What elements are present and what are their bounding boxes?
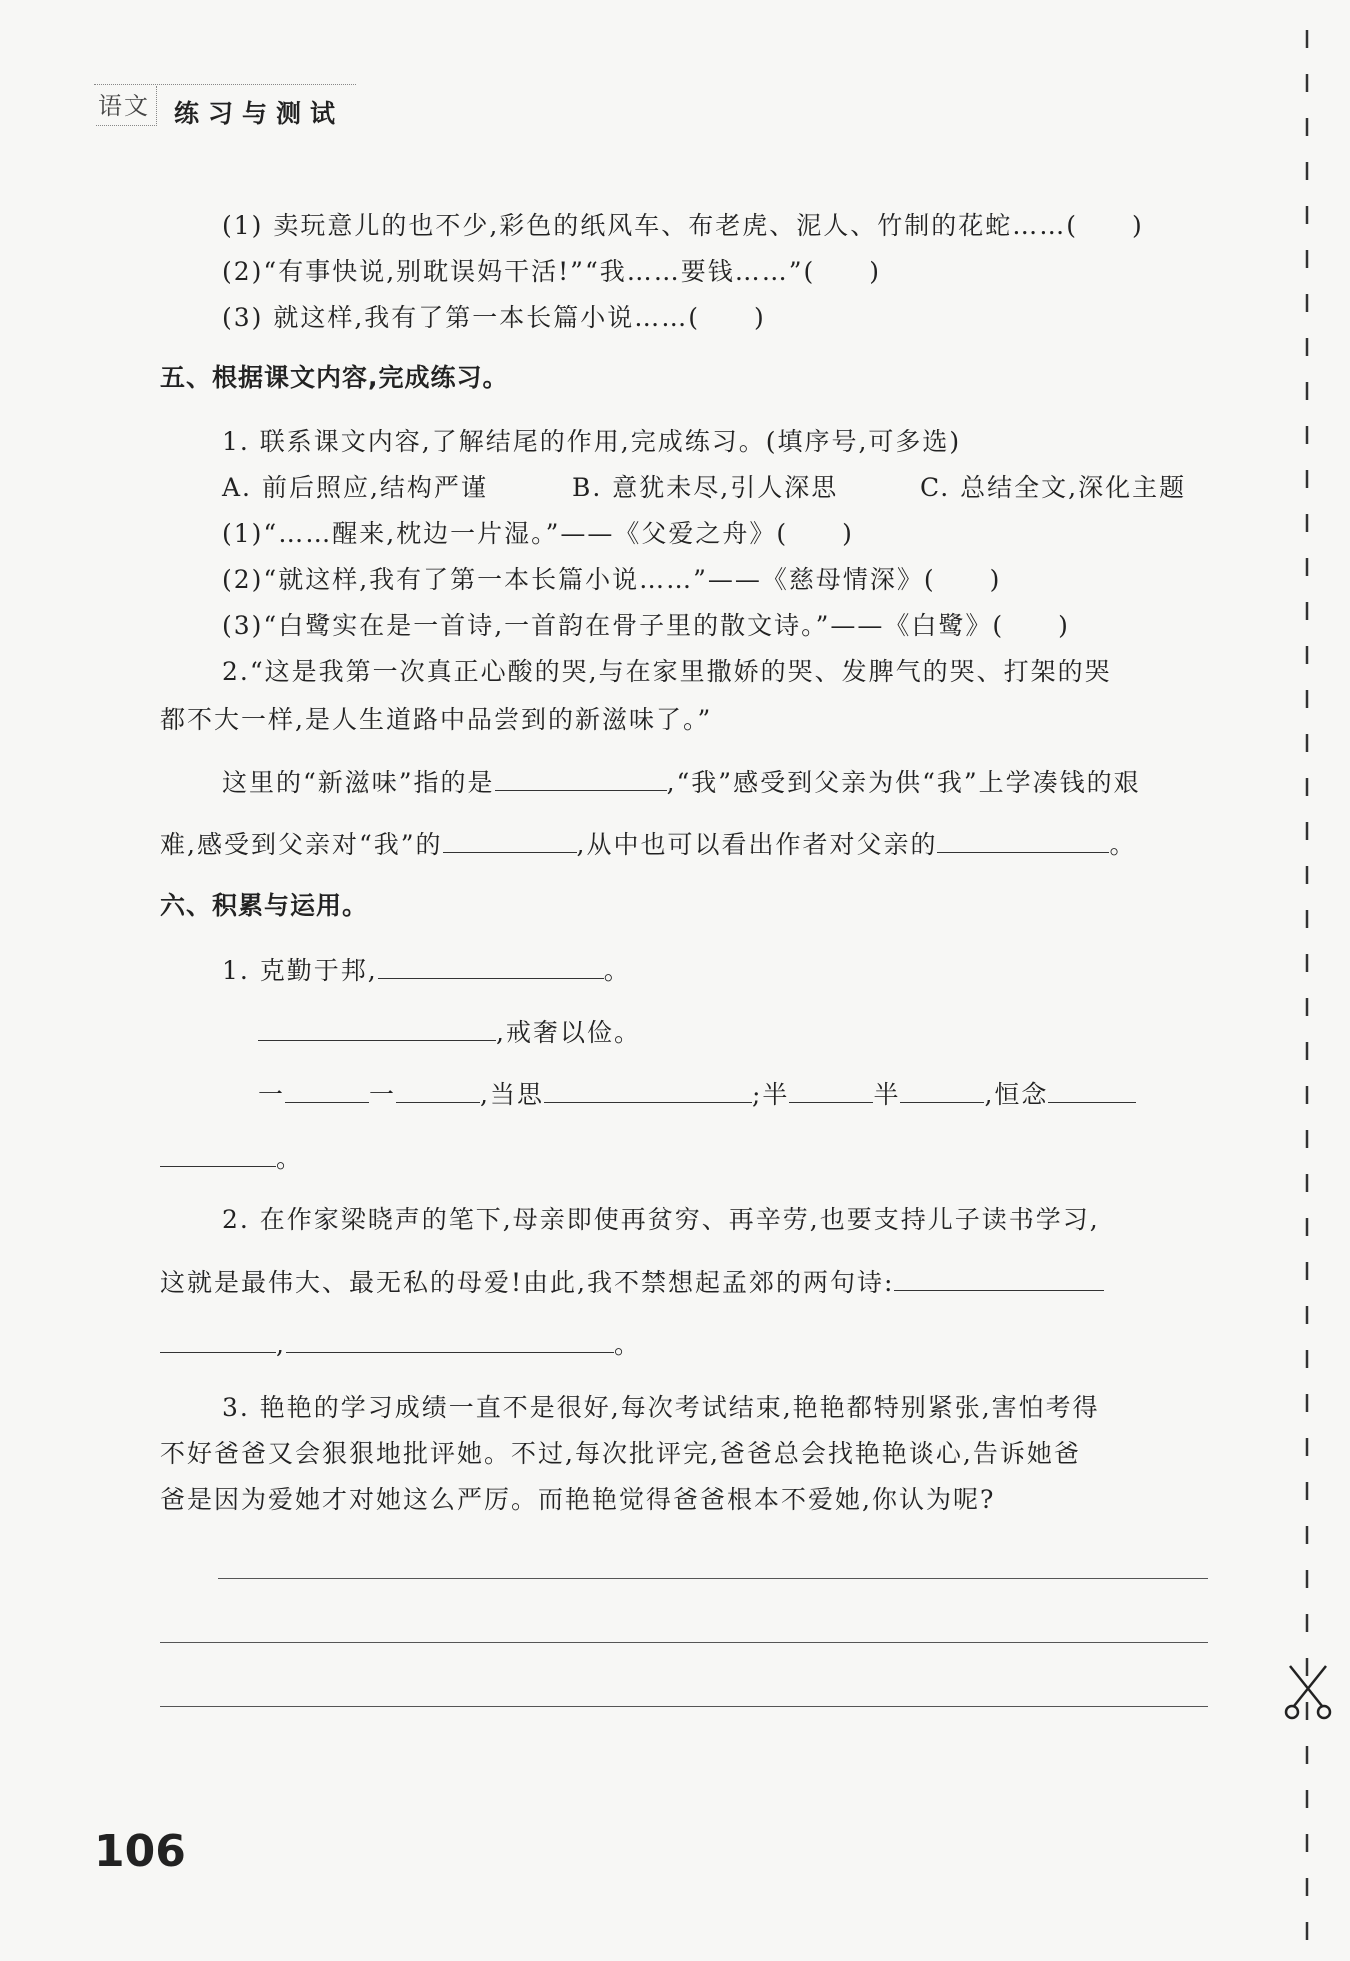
sec6-q2-comma: , xyxy=(276,1330,286,1359)
hengnian: ,恒念 xyxy=(984,1080,1049,1109)
sec6-q1-line4-end: 。 xyxy=(276,1144,304,1173)
blank-father-feeling[interactable] xyxy=(443,828,577,853)
blank-yi-2[interactable] xyxy=(396,1078,480,1103)
section6-title: 六、积累与运用。 xyxy=(160,891,369,920)
sec5-fill-text-c: 难,感受到父亲对“我”的 xyxy=(160,830,443,859)
sec5-option-c: C. 总结全文,深化主题 xyxy=(920,473,1187,502)
sec6-q1-line-2 xyxy=(258,1016,641,1049)
scissors-icon xyxy=(1282,1662,1334,1722)
sec5-q2-line-1: 2.“这是我第一次真正心酸的哭,与在家里撒娇的哭、发脾气的哭、打架的哭 xyxy=(222,657,1112,686)
sec5-fill-line-2 xyxy=(160,828,1136,861)
blank-poem-2[interactable] xyxy=(286,1328,614,1353)
sec6-q1-line-1 xyxy=(222,954,631,987)
blank-hengnian[interactable] xyxy=(1048,1078,1136,1103)
sec5-fill-text-d: ,从中也可以看出作者对父亲的 xyxy=(576,830,938,859)
sec5-q1-item-3: (3)“白鹭实在是一首诗,一首韵在骨子里的散文诗。”——《白鹭》( ) xyxy=(222,611,1070,640)
sec6-q3-line-1: 3. 艳艳的学习成绩一直不是很好,每次考试结束,艳艳都特别紧张,害怕考得 xyxy=(222,1393,1100,1422)
blank-proverb-1[interactable] xyxy=(378,954,604,979)
sec4-item-3: (3) 就这样,我有了第一本长篇小说……( ) xyxy=(222,303,766,332)
sec5-q2-line-2: 都不大一样,是人生道路中品尝到的新滋味了。” xyxy=(160,705,713,734)
sec4-item-2: (2)“有事快说,别耽误妈干活!”“我……要钱……”( ) xyxy=(222,257,882,286)
blank-proverb-2[interactable] xyxy=(258,1016,496,1041)
sec5-fill-end: 。 xyxy=(1109,830,1137,859)
sec6-q2-end: 。 xyxy=(613,1330,641,1359)
yi-1: 一 xyxy=(258,1080,286,1109)
sec6-q2-line-3 xyxy=(160,1328,641,1361)
answer-line-3[interactable] xyxy=(160,1706,1208,1707)
sec6-q1-line-3 xyxy=(258,1078,1136,1111)
sec5-q1-prompt: 1. 联系课文内容,了解结尾的作用,完成练习。(填序号,可多选) xyxy=(222,427,962,456)
ban-2: 半 xyxy=(873,1080,901,1109)
blank-hengnian-cont[interactable] xyxy=(160,1142,276,1167)
page-number: 106 xyxy=(94,1826,186,1877)
blank-author-feeling[interactable] xyxy=(937,828,1109,853)
sec5-option-a: A. 前后照应,结构严谨 xyxy=(222,473,488,502)
sec6-q1-prefix: 1. 克勤于邦, xyxy=(222,956,378,985)
answer-line-1[interactable] xyxy=(218,1578,1208,1579)
sec6-q1-line-4 xyxy=(160,1142,303,1175)
answer-line-2[interactable] xyxy=(160,1642,1208,1643)
sec5-option-b: B. 意犹未尽,引人深思 xyxy=(572,473,839,502)
sec6-q3-line-3: 爸是因为爱她才对她这么严厉。而艳艳觉得爸爸根本不爱她,你认为呢? xyxy=(160,1485,996,1514)
blank-new-taste[interactable] xyxy=(495,766,667,791)
semicolon: ; xyxy=(751,1080,763,1109)
dangsi: ,当思 xyxy=(480,1080,544,1109)
yi-2: 一 xyxy=(369,1080,397,1109)
blank-ban-1[interactable] xyxy=(789,1078,873,1103)
header-subject: 语文 xyxy=(96,86,157,126)
blank-dangsi[interactable] xyxy=(544,1078,752,1103)
sec4-item-1: (1) 卖玩意儿的也不少,彩色的纸风车、布老虎、泥人、竹制的花蛇……( ) xyxy=(222,211,1144,240)
header-book-title: 练习与测试 xyxy=(174,99,345,128)
section5-title: 五、根据课文内容,完成练习。 xyxy=(160,363,509,392)
blank-poem-1[interactable] xyxy=(894,1266,1104,1291)
sec5-fill-text-b: ,“我”感受到父亲为供“我”上学凑钱的艰 xyxy=(666,768,1141,797)
sec5-q1-item-2: (2)“就这样,我有了第一本长篇小说……”——《慈母情深》( ) xyxy=(222,565,1002,594)
sec5-fill-text-a: 这里的“新滋味”指的是 xyxy=(222,768,495,797)
sec6-q1-line2-suffix: ,戒奢以俭。 xyxy=(496,1018,641,1047)
sec6-q3-line-2: 不好爸爸又会狠狠地批评她。不过,每次批评完,爸爸总会找艳艳谈心,告诉她爸 xyxy=(160,1439,1081,1468)
blank-poem-1-cont[interactable] xyxy=(160,1328,276,1353)
cut-line xyxy=(1305,30,1309,1940)
sec5-q1-item-1: (1)“……醒来,枕边一片湿。”——《父爱之舟》( ) xyxy=(222,519,854,548)
blank-ban-2[interactable] xyxy=(900,1078,984,1103)
ban-1: 半 xyxy=(762,1080,790,1109)
sec6-q2-line-1: 2. 在作家梁晓声的笔下,母亲即使再贫穷、再辛劳,也要支持儿子读书学习, xyxy=(222,1205,1100,1234)
sec6-q2-text: 这就是最伟大、最无私的母爱!由此,我不禁想起孟郊的两句诗: xyxy=(160,1268,895,1297)
sec6-q2-line-2 xyxy=(160,1266,1104,1299)
sec6-q1-end: 。 xyxy=(603,956,631,985)
blank-yi-1[interactable] xyxy=(285,1078,369,1103)
sec5-fill-line-1 xyxy=(222,766,1141,799)
